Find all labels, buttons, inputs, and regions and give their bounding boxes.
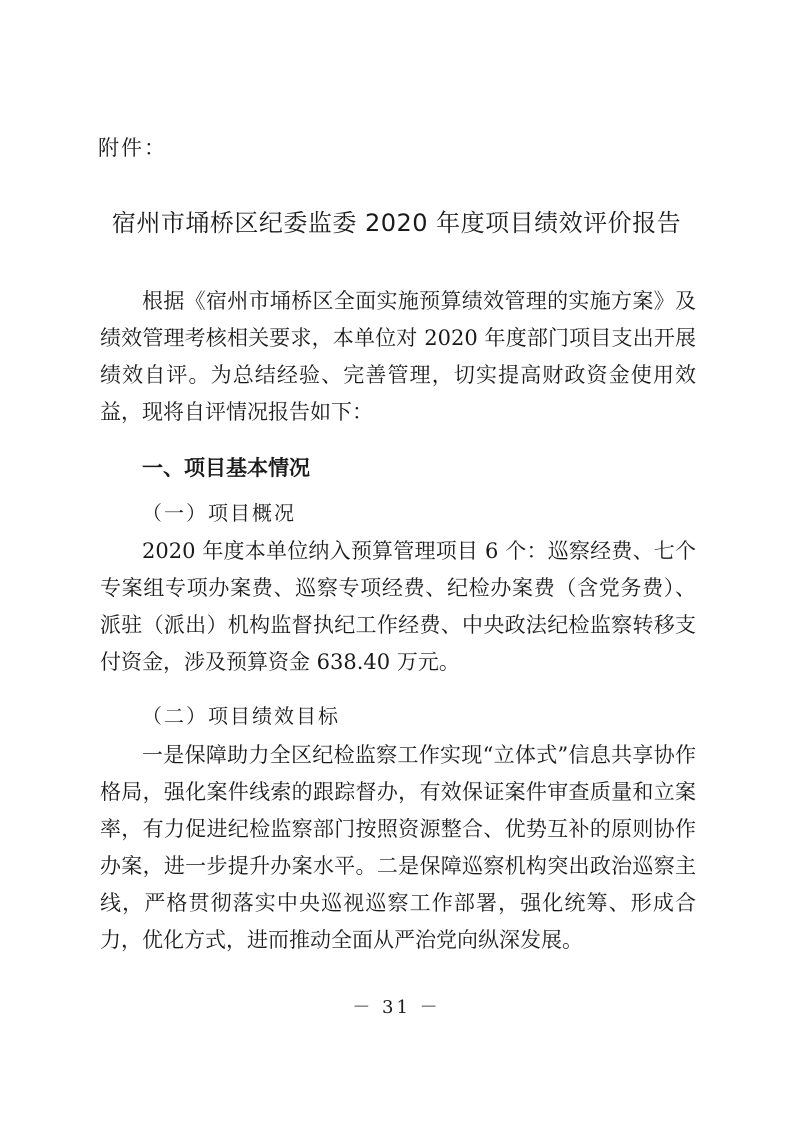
intro-paragraph: 根据《宿州市埇桥区全面实施预算绩效管理的实施方案》及绩效管理考核相关要求，本单位对 2020 年度部门项目支出开展绩效自评。为总结经验、完善管理，切实提高财政资金使用效益，现将自评情况报告如下：: [100, 289, 696, 424]
subsection-heading-overview: （一）项目概况: [142, 501, 296, 525]
section-heading-basic-info: 一、项目基本情况: [142, 456, 310, 480]
subsection-heading-goals: （二）项目绩效目标: [142, 704, 340, 728]
overview-paragraph: 2020 年度本单位纳入预算管理项目 6 个：巡察经费、七个专案组专项办案费、巡察专项经费、纪检办案费（含党务费）、派驻（派出）机构监督执纪工作经费、中央政法纪检监察转移支付资金，涉及预算资金 638.40 万元。: [100, 539, 696, 674]
page-number: － 31 －: [352, 997, 441, 1018]
goals-paragraph: 一是保障助力全区纪检监察工作实现“立体式”信息共享协作格局，强化案件线索的跟踪督办，有效保证案件审查质量和立案率，有力促进纪检监察部门按照资源整合、优势互补的原则协作办案，进一步提升办案水平。二是保障巡察机构突出政治巡察主线，严格贯彻落实中央巡视巡察工作部署，强化统筹、形成合力，优化方式，进而推动全面从严治党向纵深发展。: [100, 743, 696, 952]
report-title: 宿州市埇桥区纪委监委 2020 年度项目绩效评价报告: [111, 209, 682, 237]
attachment-label: 附件：: [98, 136, 167, 160]
